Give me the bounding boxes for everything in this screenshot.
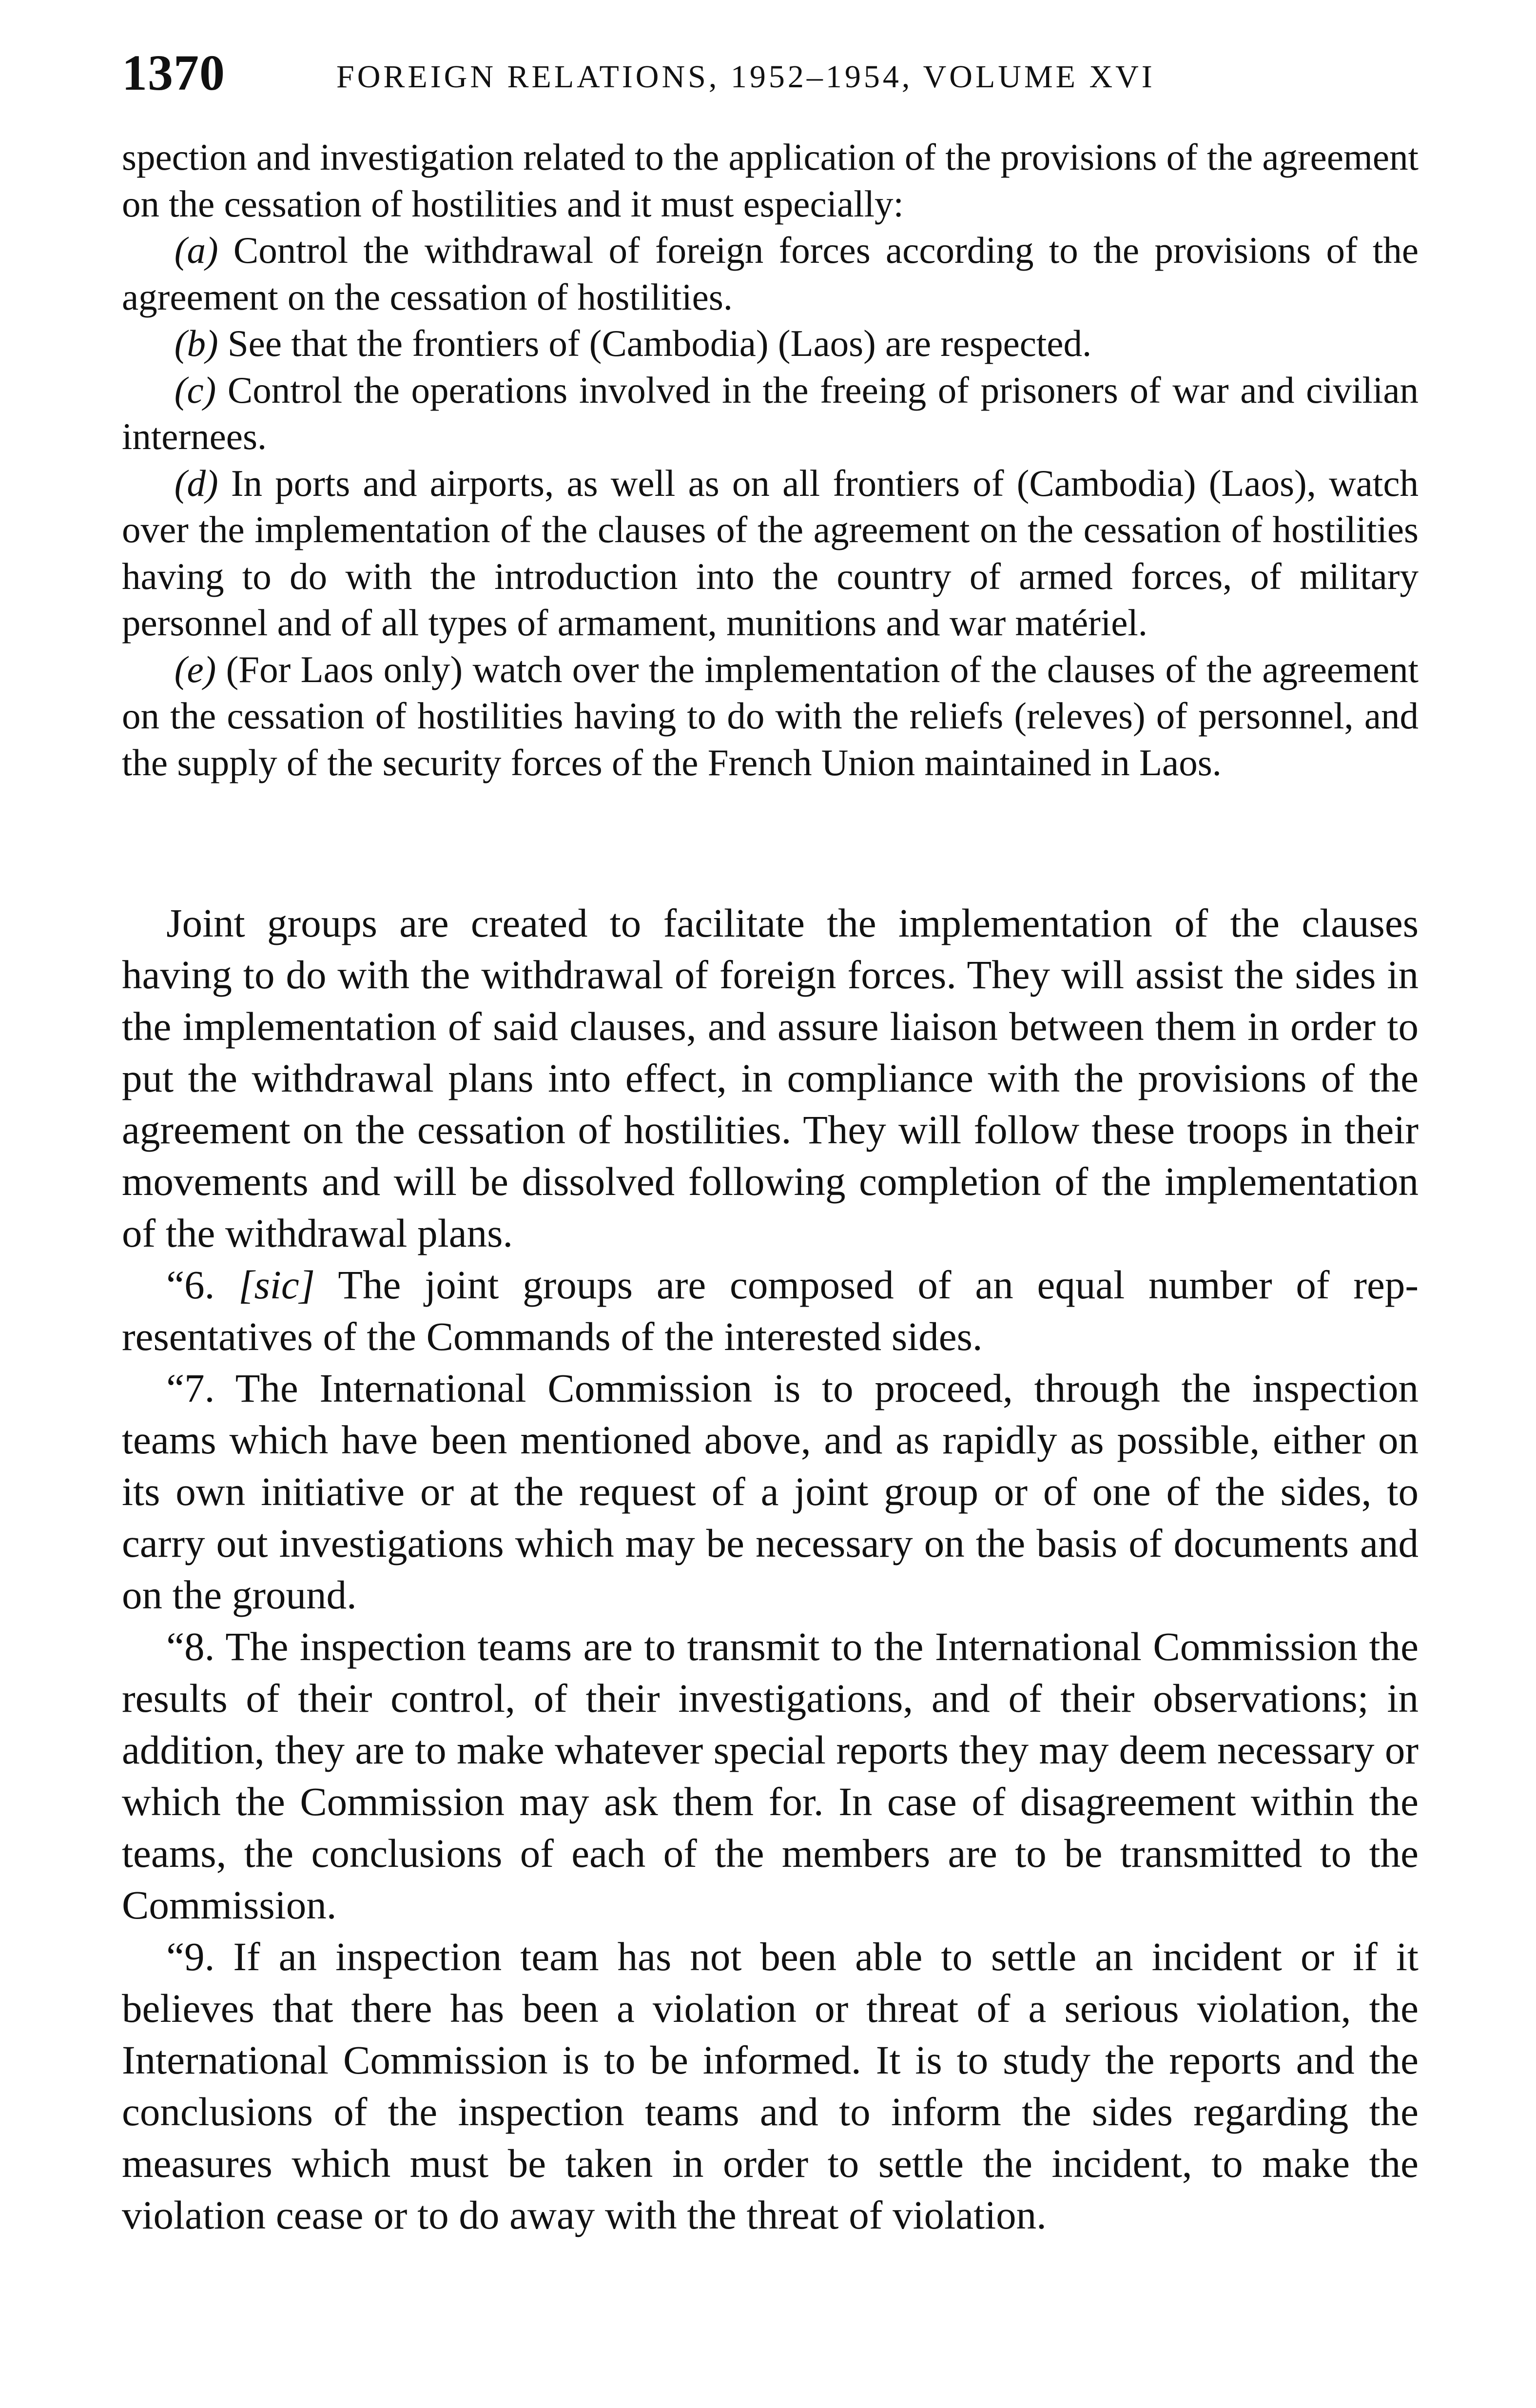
running-title: FOREIGN RELATIONS, 1952–1954, VOLUME XVI [336, 59, 1155, 95]
paragraph-9: “9. If an inspection team has not been able to settle an incident or if it believes that there has been a violation or threat of a serious violation, the International Commission is to be informed. It is to study the reports and the conclusions of the inspection teams and to inform the sides regarding the measures which must be taken in order to settle the incident, to make the violation cease or to do away with the threat of violation. [122, 1934, 1419, 2237]
item-label: (e) [174, 648, 216, 690]
continued-paragraph: spection and investigation related to the application of the provisions of the agreement on the cessation of hostilities and it must especially: [122, 136, 1419, 225]
item-text: In ports and airports, as well as on all frontiers of (Cambodia) (Laos), watch over the implementation of the clauses of the agreement on the cessation of hostilities having to do with the introduction into the country of armed forces, of military personnel and of all types of armament, munitions and war matériel. [122, 462, 1419, 644]
paragraph-8: “8. The inspection teams are to transmit to the International Commission the results of their control, of their investigations, and of their observations; in addition, they are to make whatever special reports they may deem necessary or which the Commission may ask them for. In case of disagreement within the teams, the conclusions of each of the members are to be transmitted to the Commission. [122, 1624, 1419, 1927]
list-item-e [122, 646, 1419, 786]
joint-groups-paragraph: Joint groups are created to facilitate the implementation of the clauses having to do with the withdrawal of foreign forces. They will assist the sides in the implementation of said clauses, and assure liaison between them in order to put the withdrawal plans into effect, in compliance with the provisions of the agreement on the cessation of hostilities. They will follow these troops in their movements and will be dissolved following completion of the implementation of the withdrawal plans. [122, 901, 1419, 1255]
item-label: (c) [174, 369, 216, 411]
list-item-c [122, 367, 1419, 460]
page-header [122, 39, 1419, 122]
item-label: (d) [174, 462, 218, 504]
list-item-d [122, 460, 1419, 646]
paragraph-text: The joint groups are composed of an equal number of representatives of the Commands of the interested sides. [122, 1262, 1419, 1359]
paragraph-6 [122, 1259, 1419, 1362]
small-print-section [122, 134, 1419, 786]
item-text: (For Laos only) watch over the implementation of the clauses of the agreement on the cessation of hostilities having to do with the reliefs (releves) of personnel, and the supply of the security forces of the French Union maintained in Laos. [122, 648, 1419, 783]
item-text: Control the withdrawal of foreign forces according to the provisions of the agreement on the cessation of hostilities. [122, 229, 1419, 318]
sic-note: [sic] [238, 1262, 315, 1307]
item-text: Control the operations involved in the freeing of prisoners of war and civilian internees. [122, 369, 1419, 457]
paragraph-7: “7. The International Commission is to proceed, through the inspection teams which have been mentioned above, and as rapidly as possible, either on its own initiative or at the request of a joint group or of one of the sides, to carry out investigations which may be necessary on the basis of documents and on the ground. [122, 1366, 1419, 1617]
item-label: (a) [174, 229, 218, 271]
item-text: See that the frontiers of (Cambodia) (Laos) are respected. [227, 322, 1092, 364]
paragraph-number: “6. [166, 1262, 215, 1307]
list-item-b [122, 320, 1419, 367]
item-label: (b) [174, 322, 218, 364]
main-text-section [122, 897, 1419, 2241]
page-number: 1370 [122, 45, 225, 101]
list-item-a [122, 227, 1419, 320]
